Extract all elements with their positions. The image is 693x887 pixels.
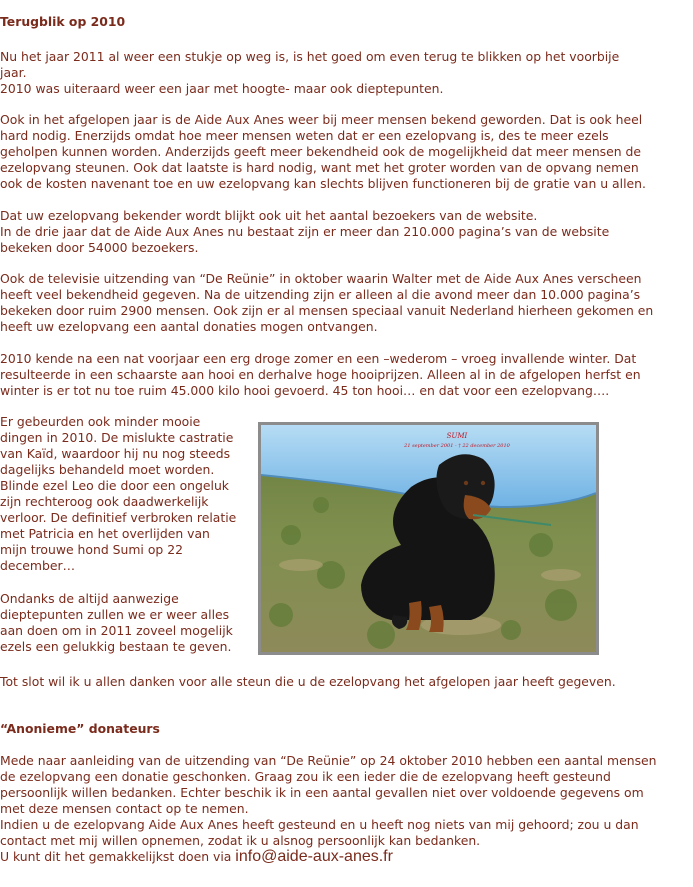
- text-line: 2010 was uiteraard weer een jaar met hoogte- maar ook dieptepunten.: [0, 81, 444, 96]
- text-line: resulteerde in een schaarste aan hooi en derhalve hoge hooiprijzen. Alleen al in de afgelopen herfst en: [0, 367, 641, 382]
- text-line: aan doen om in 2011 zoveel mogelijk: [0, 623, 233, 638]
- photo-caption-name: SUMI: [446, 432, 468, 440]
- paragraph-awareness: [0, 112, 646, 192]
- paragraph-website: [0, 208, 609, 256]
- text-line: ezels een gelukkig bestaan te geven.: [0, 639, 232, 654]
- text-line: hard nodig. Enerzijds omdat hoe meer mensen weten dat er een ezelopvang is, des te meer ezels: [0, 128, 609, 143]
- text-line: met Patricia en het overlijden van: [0, 526, 210, 541]
- paragraph-thanks: Tot slot wil ik u allen danken voor alle steun die u de ezelopvang het afgelopen jaar heeft gegeven.: [0, 674, 616, 689]
- text-line: geholpen kunnen worden. Anderzijds geeft meer bekendheid ook de mogelijkheid dat meer mensen de: [0, 144, 642, 159]
- text-line: Indien u de ezelopvang Aide Aux Anes heeft gesteund en u heeft nog niets van mij gehoord; zou u dan: [0, 817, 639, 832]
- text-line: zijn rechteroog ook daadwerkelijk: [0, 494, 209, 509]
- text-line: mijn trouwe hond Sumi op 22: [0, 542, 183, 557]
- text-line: Ook in het afgelopen jaar is de Aide Aux Anes weer bij meer mensen bekend geworden. Dat is ook heel: [0, 112, 643, 127]
- text-line: dingen in 2010. De mislukte castratie: [0, 430, 234, 445]
- text-line: dieptepunten zullen we er weer alles: [0, 607, 230, 622]
- text-line: ook de kosten navenant toe en uw ezelopvang kan slechts blijven functioneren bij de gratie van u allen.: [0, 176, 646, 191]
- contact-line: [0, 849, 657, 865]
- text-line: Dat uw ezelopvang bekender wordt blijkt ook uit het aantal bezoekers van de website.: [0, 208, 538, 223]
- text-line: Ondanks de altijd aanwezige: [0, 591, 179, 606]
- memorial-photo-sumi: [258, 422, 599, 655]
- paragraph-donors: [0, 753, 657, 865]
- article-title: Terugblik op 2010: [0, 14, 126, 29]
- text-line: persoonlijk willen bedanken. Echter beschik ik in een aantal gevallen niet over voldoende gegevens om: [0, 785, 644, 800]
- paragraph-outlook: [0, 591, 233, 655]
- paragraph-intro: [0, 49, 619, 97]
- text-line: winter is er tot nu toe ruim 45.000 kilo hooi gevoerd. 45 ton hooi… en dat voor een ezelopvang….: [0, 383, 610, 398]
- donors-title: “Anonieme” donateurs: [0, 721, 160, 736]
- text-line: heeft veel bekendheid gegeven. Na de uitzending zijn er alleen al die avond meer dan 10.000 pagina’s: [0, 287, 641, 302]
- text-line: de ezelopvang een donatie geschonken. Graag zou ik een ieder die de ezelopvang heeft gesteund: [0, 769, 611, 784]
- text-line: Mede naar aanleiding van de uitzending van “De Reünie” op 24 oktober 2010 hebben een aantal mensen: [0, 753, 657, 768]
- contact-prefix: U kunt dit het gemakkelijkst doen via: [0, 849, 236, 864]
- text-line: verloor. De definitief verbroken relatie: [0, 510, 237, 525]
- text-line: van Kaïd, waardoor hij nu nog steeds: [0, 446, 231, 461]
- text-line: met deze mensen contact op te nemen.: [0, 801, 249, 816]
- text-line: bekeken door ruim 2900 mensen. Ook zijn er al mensen speciaal vanuit Nederland hierheen gekomen en: [0, 303, 654, 318]
- text-line: dagelijks behandeld moet worden.: [0, 462, 215, 477]
- photo-caption-dates: 21 september 2001 - † 22 december 2010: [404, 443, 510, 449]
- dog-photo-image: [261, 425, 596, 652]
- text-line: Nu het jaar 2011 al weer een stukje op weg is, is het goed om even terug te blikken op het voorbije: [0, 49, 620, 64]
- text-line: heeft uw ezelopvang een aantal donaties mogen ontvangen.: [0, 319, 378, 334]
- paragraph-hay: [0, 351, 641, 399]
- email-link[interactable]: info@aide-aux-anes.fr: [235, 848, 393, 865]
- text-line: contact met mij willen opnemen, zodat ik u alsnog persoonlijk kan bedanken.: [0, 833, 481, 848]
- text-line: Ook de televisie uitzending van “De Reünie” in oktober waarin Walter met de Aide Aux Anes verscheen: [0, 271, 642, 286]
- paragraph-sad-events: [0, 414, 236, 574]
- text-line: jaar.: [0, 65, 27, 80]
- text-line: ezelopvang steunen. Ook dat laatste is hard nodig, want met het groter worden van de opvang nemen: [0, 160, 639, 175]
- text-line: Er gebeurden ook minder mooie: [0, 414, 201, 429]
- paragraph-television: [0, 271, 653, 335]
- text-line: bekeken door 54000 bezoekers.: [0, 240, 199, 255]
- text-line: 2010 kende na een nat voorjaar een erg droge zomer en een –wederom – vroeg invallende winter. Dat: [0, 351, 637, 366]
- text-line: december…: [0, 558, 75, 573]
- text-line: Blinde ezel Leo die door een ongeluk: [0, 478, 229, 493]
- text-line: In de drie jaar dat de Aide Aux Anes nu bestaat zijn er meer dan 210.000 pagina’s van de website: [0, 224, 610, 239]
